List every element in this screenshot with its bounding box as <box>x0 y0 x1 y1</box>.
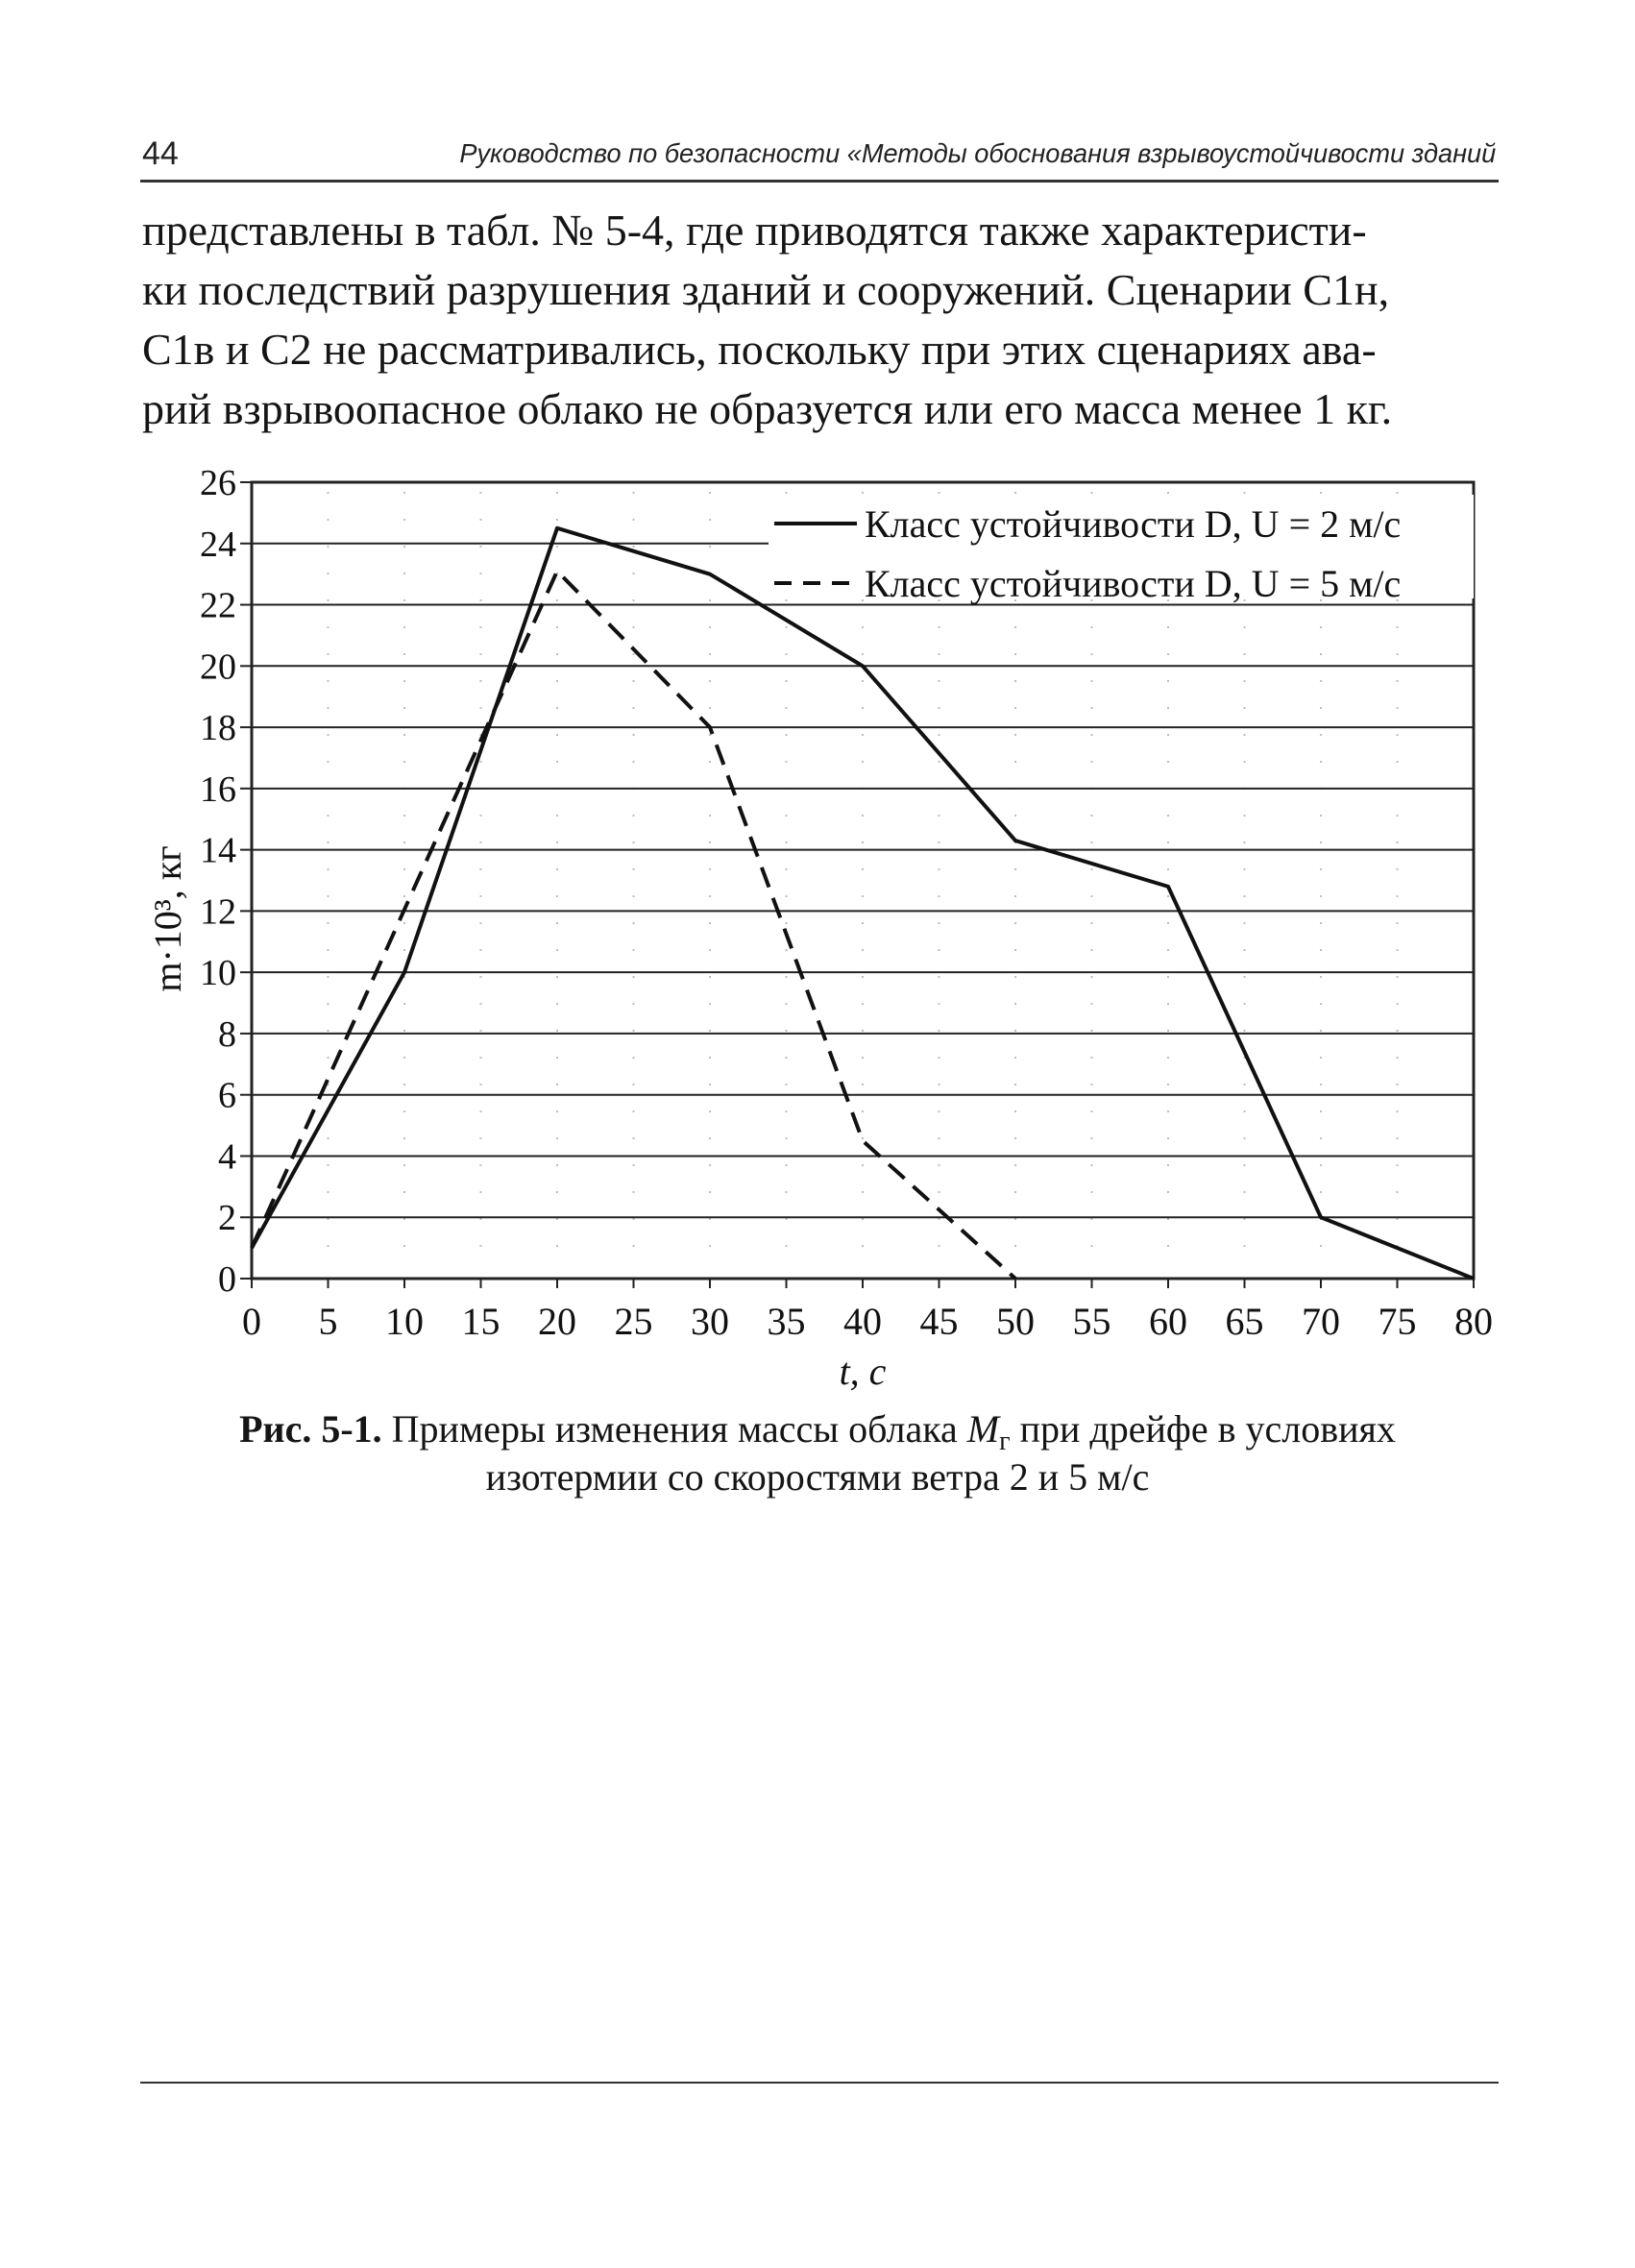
x-tick-label: 60 <box>1149 1300 1187 1343</box>
legend-label: Класс устойчивости D, U = 2 м/с <box>865 502 1402 546</box>
caption-text: Примеры изменения массы облака <box>391 1407 958 1451</box>
x-tick-label: 20 <box>538 1300 576 1343</box>
x-tick-label: 65 <box>1225 1300 1264 1343</box>
series-line-u5 <box>252 571 1015 1279</box>
footer-rule <box>140 2082 1499 2084</box>
y-tick-label: 20 <box>200 646 236 688</box>
y-tick-label: 8 <box>218 1013 236 1055</box>
y-tick-label: 22 <box>200 585 236 626</box>
legend-label: Класс устойчивости D, U = 5 м/с <box>865 562 1402 605</box>
y-tick-label: 4 <box>218 1136 236 1178</box>
body-text-line: ки последствий разрушения зданий и сооружений. Сценарии С1н, <box>142 265 1390 314</box>
body-text-line: представлены в табл. № 5-4, где приводятся также характеристи- <box>142 206 1367 255</box>
y-tick-label: 26 <box>200 463 236 503</box>
y-tick-label: 0 <box>218 1259 236 1300</box>
y-tick-label: 24 <box>200 524 236 565</box>
y-tick-label: 10 <box>200 953 236 994</box>
x-tick-label: 45 <box>919 1300 959 1343</box>
x-tick-label: 0 <box>242 1300 261 1343</box>
x-tick-label: 50 <box>996 1300 1035 1343</box>
x-tick-label: 70 <box>1302 1300 1340 1343</box>
x-tick-label: 15 <box>461 1300 500 1343</box>
y-tick-label: 16 <box>200 768 236 810</box>
x-tick-label: 10 <box>385 1300 424 1343</box>
y-tick-label: 12 <box>200 891 236 933</box>
x-tick-label: 30 <box>691 1300 729 1343</box>
x-tick-label: 80 <box>1454 1300 1493 1343</box>
caption-label: Рис. 5-1. <box>239 1407 382 1451</box>
x-tick-label: 5 <box>318 1300 338 1343</box>
x-tick-label: 40 <box>843 1300 882 1343</box>
y-tick-label: 6 <box>218 1075 236 1116</box>
x-axis-label: t, с <box>839 1350 887 1393</box>
body-text-line: С1в и С2 не рассматривались, поскольку при этих сценариях ава- <box>142 325 1377 374</box>
y-tick-label: 14 <box>200 830 236 871</box>
x-tick-label: 35 <box>767 1300 806 1343</box>
caption-text-tail: при дрейфе в условиях <box>1019 1407 1396 1451</box>
figure-caption-line-2: изотермии со скоростями ветра 2 и 5 м/с <box>485 1455 1150 1499</box>
x-tick-label: 75 <box>1378 1300 1417 1343</box>
body-text-line: рий взрывоопасное облако не образуется или его масса менее 1 кг. <box>142 384 1393 433</box>
y-axis-label: m·10³, кг <box>146 845 189 992</box>
caption-symbol: M <box>966 1407 1000 1451</box>
x-tick-label: 25 <box>614 1300 653 1343</box>
caption-subscript: г <box>999 1427 1011 1456</box>
page-number: 44 <box>142 135 179 172</box>
y-tick-label: 2 <box>218 1198 236 1239</box>
x-tick-label: 55 <box>1072 1300 1111 1343</box>
running-head: Руководство по безопасности «Методы обоснования взрывоустойчивости зданий <box>459 138 1496 168</box>
y-tick-label: 18 <box>200 708 236 749</box>
